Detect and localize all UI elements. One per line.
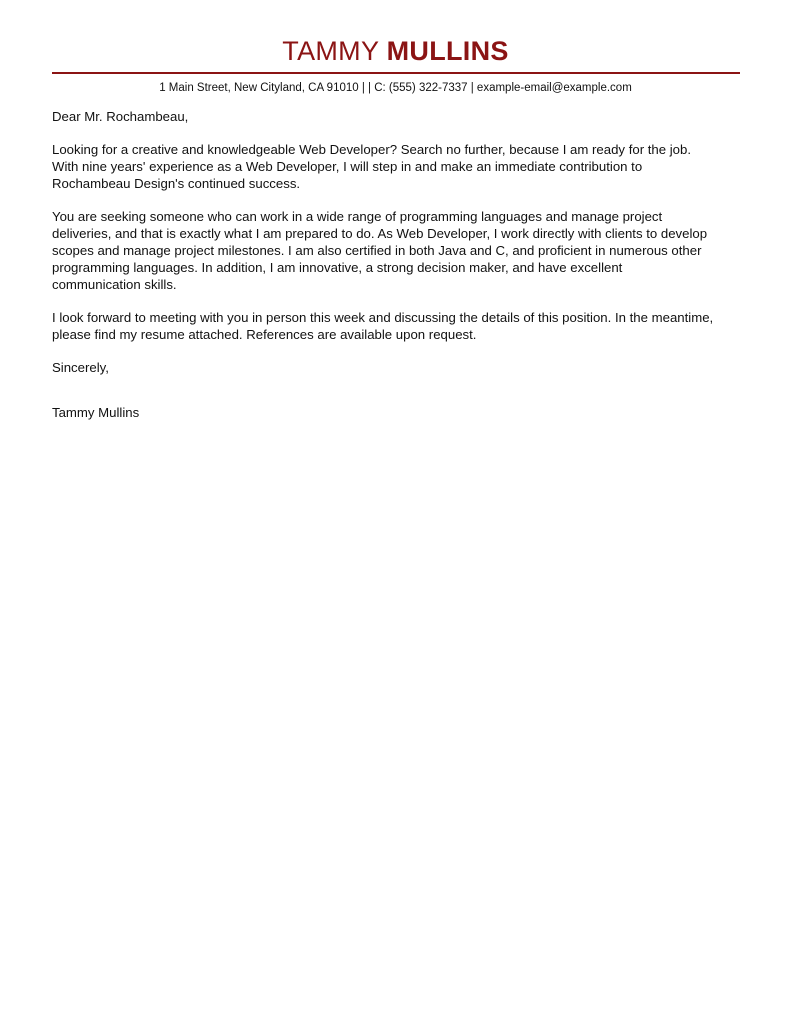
paragraph-3 — [52, 309, 744, 343]
closing: Sincerely, — [52, 360, 109, 375]
salutation: Dear Mr. Rochambeau, — [52, 109, 189, 124]
paragraph-2-line: programming languages. In addition, I am innovative, a strong decision maker, and have excellent — [52, 260, 623, 275]
letter-header-name — [0, 34, 791, 68]
signature-name: Tammy Mullins — [52, 405, 140, 420]
paragraph-2 — [52, 208, 744, 293]
paragraph-2-line: deliveries, and that is exactly what I am prepared to do. As Web Developer, I work directly with clients to develop — [52, 226, 708, 241]
letter-body — [52, 108, 744, 437]
paragraph-3-line: please find my resume attached. References are available upon request. — [52, 327, 477, 342]
paragraph-1-line: Rochambeau Design's continued success. — [52, 176, 301, 191]
paragraph-1-line: With nine years' experience as a Web Developer, I will step in and make an immediate contribution to — [52, 159, 643, 174]
paragraph-2-line: communication skills. — [52, 277, 177, 292]
paragraph-1 — [52, 141, 744, 192]
paragraph-2-line: scopes and manage project milestones. I am also certified in both Java and C, and proficient in numerous other — [52, 243, 702, 258]
paragraph-1-line: Looking for a creative and knowledgeable Web Developer? Search no further, because I am ready for the job. — [52, 142, 692, 157]
first-name: TAMMY — [282, 36, 379, 66]
header-divider — [52, 72, 740, 74]
paragraph-2-line: You are seeking someone who can work in a wide range of programming languages and manage project — [52, 209, 663, 224]
paragraph-3-line: I look forward to meeting with you in person this week and discussing the details of this position. In the meantime, — [52, 310, 714, 325]
last-name: MULLINS — [386, 36, 509, 66]
contact-line: 1 Main Street, New Cityland, CA 91010 | | C: (555) 322-7337 | example-email@example.com — [159, 82, 632, 94]
